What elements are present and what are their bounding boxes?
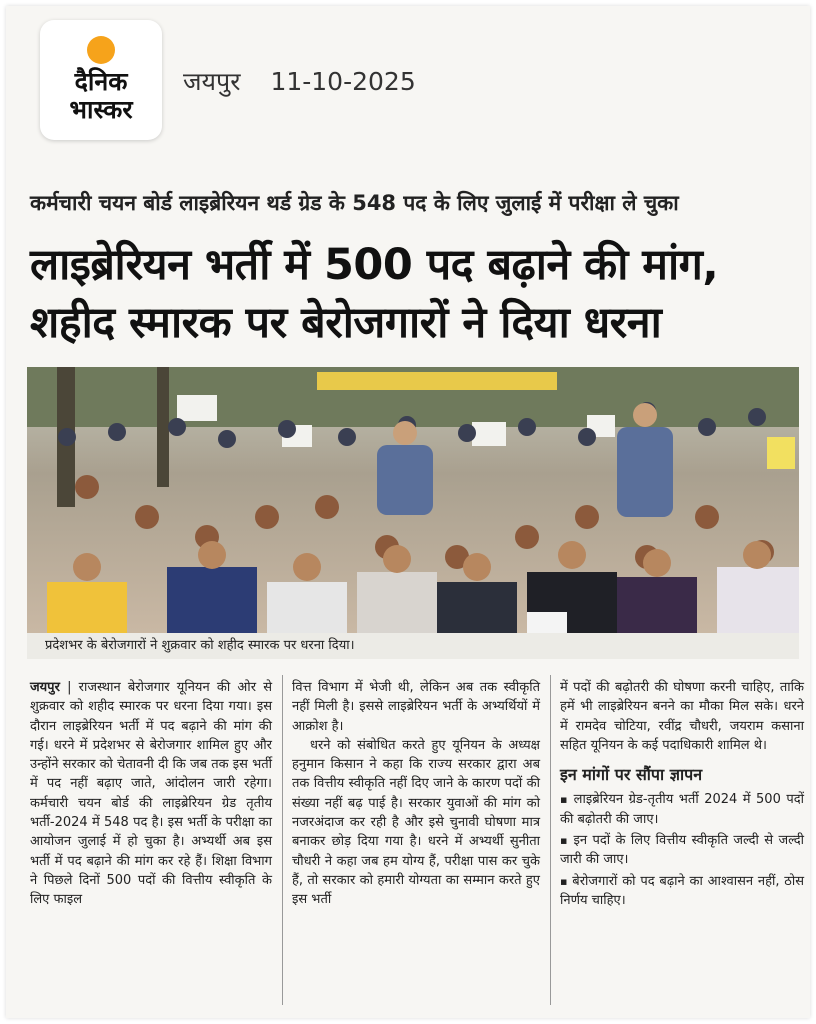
logo-line2: भास्कर	[69, 95, 133, 124]
article-headline-line1: लाइब्रेरियन भर्ती में 500 पद बढ़ाने की मांग,	[30, 240, 719, 290]
article-column-3	[560, 678, 804, 912]
demands-list	[560, 790, 804, 910]
sun-icon	[87, 36, 115, 64]
list-item: ▪ इन पदों के लिए वित्तीय स्वीकृति जल्दी से जल्दी जारी की जाए।	[560, 831, 804, 870]
column-divider	[282, 675, 283, 1005]
protest-photo	[27, 367, 799, 633]
dainik-bhaskar-logo	[40, 20, 162, 140]
section-title: इन मांगों पर सौंपा ज्ञापन	[560, 765, 703, 785]
col2-paragraph-1: वित्त विभाग में भेजी थी, लेकिन अब तक स्वीकृति नहीं मिली है। इससे लाइब्रेरियन भर्ती के अभ्यर्थियों में आक्रोश है।	[292, 680, 540, 734]
col2-paragraph-2: धरने को संबोधित करते हुए यूनियन के अध्यक्ष हनुमान किसान ने कहा कि राज्य सरकार द्वारा अब तक वित्तीय स्वीकृति नहीं दिए जाने के कारण पदों की संख्या नहीं बढ़ पाई है। सरकार युवाओं की मांग को नजरअंदाज कर रही है और इसे चुनावी घोषणा मात्र बनाकर छोड़ दिया गया है। धरने में अभ्यर्थी सुनीता चौधरी ने कहा जब हम योग्य हैं, परीक्षा पास कर चुके हैं, तो सरकार को हमारी योग्यता का सम्मान करते हुए इस भर्ती	[292, 737, 540, 908]
col1-text: | राजस्थान बेरोजगार यूनियन की ओर से शुक्रवार को शहीद स्मारक पर धरना दिया गया। इस दौरान लाइब्रेरियन भर्ती में पद बढ़ाने की मांग की गई। धरने में प्रदेशभर से बेरोजगार शामिल हुए और उन्होंने सरकार को चेतावनी दी कि जब तक इस भर्ती में पद नहीं बढ़ाए जाते, आंदोलन जारी रहेगा। कर्मचारी चयन बोर्ड की लाइब्रेरियन ग्रेड तृतीय भर्ती-2024 में 548 पद है। इस भर्ती के परीक्षा का आयोजन जुलाई में हो चुका है। अभ्यर्थी अब इस भर्ती में पद बढ़ाने की मांग कर रहे हैं। शिक्षा विभाग ने पिछले दिनों 500 पदों की वित्तीय स्वीकृति के लिए फाइल	[30, 680, 273, 908]
protest-crowd-illustration	[27, 367, 799, 633]
col3-paragraph-1: में पदों की बढ़ोतरी की घोषणा करनी चाहिए, ताकि हमें भी लाइब्रेरियन बनने का मौका मिल सके। धरने में रामदेव चोटिया, रवींद्र चौधरी, जयराम कसाना सहित यूनियन के कई पदाधिकारी शामिल थे।	[560, 680, 804, 753]
article-headline-line2: शहीद स्मारक पर बेरोजगारों ने दिया धरना	[30, 298, 662, 348]
dateline-city: जयपुर	[183, 67, 241, 96]
article-column-1	[30, 678, 272, 910]
dateline	[183, 64, 416, 98]
photo-caption: प्रदेशभर के बेरोजगारों ने शुक्रवार को शहीद स्मारक पर धरना दिया।	[27, 633, 799, 659]
dateline-date: 11-10-2025	[270, 67, 416, 96]
article-subhead: कर्मचारी चयन बोर्ड लाइब्रेरियन थर्ड ग्रेड के 548 पद के लिए जुलाई में परीक्षा ले चुका	[30, 191, 679, 215]
column-divider	[550, 675, 551, 1005]
article-column-2	[292, 678, 540, 910]
list-item: ▪ बेरोजगारों को पद बढ़ाने का आश्वासन नहीं, ठोस निर्णय चाहिए।	[560, 872, 804, 911]
body-dateline: जयपुर	[30, 680, 60, 695]
logo-line1: दैनिक	[74, 67, 128, 96]
list-item: ▪ लाइब्रेरियन ग्रेड-तृतीय भर्ती 2024 में 500 पदों की बढ़ोतरी की जाए।	[560, 790, 804, 829]
